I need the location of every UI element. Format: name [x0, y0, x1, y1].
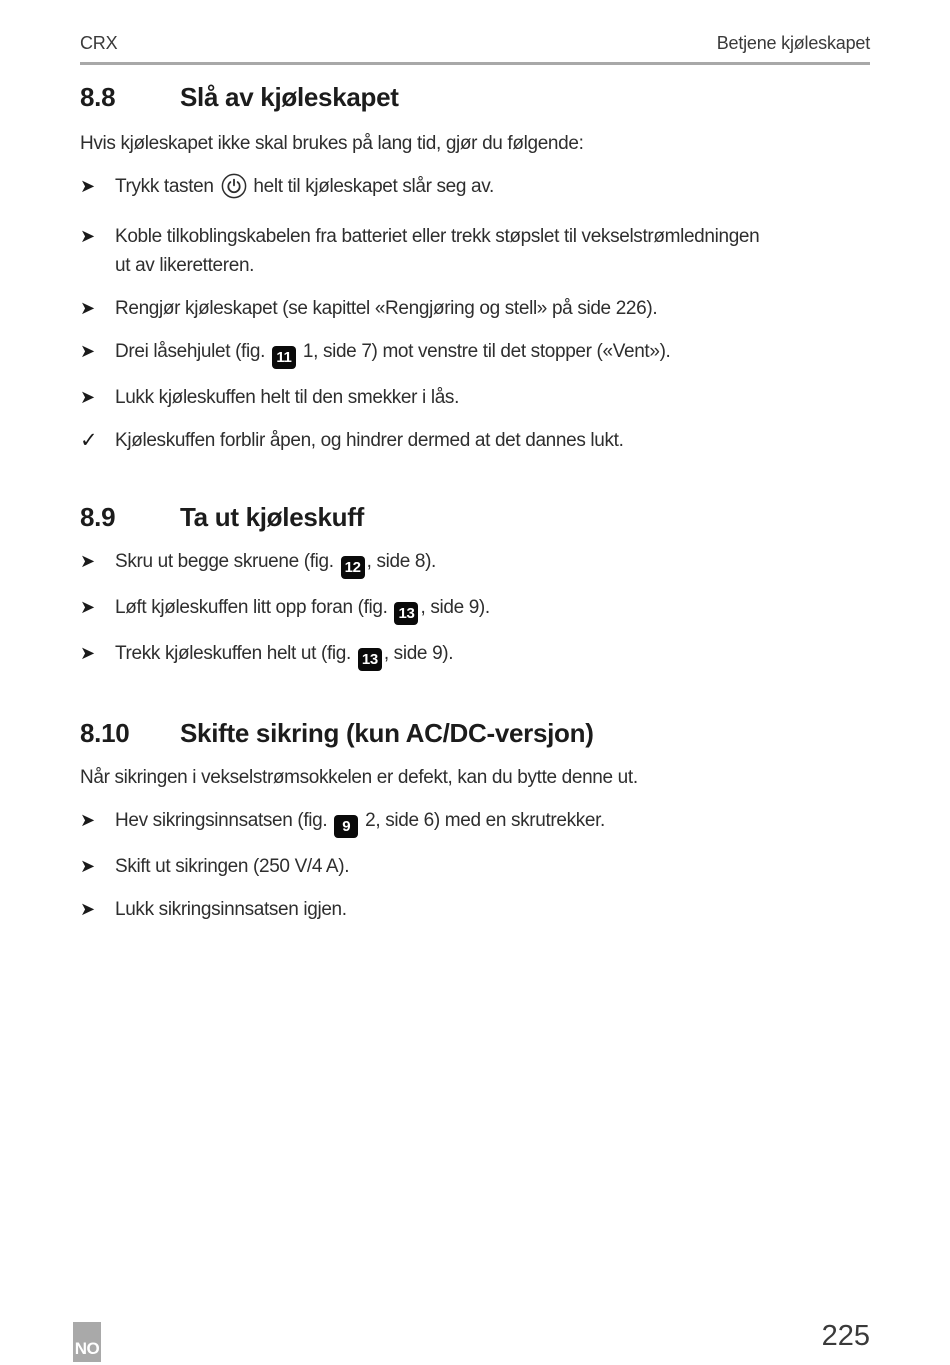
instruction-text — [115, 806, 870, 838]
text-segment: ut av likeretteren. — [115, 255, 255, 276]
arrow-bullet-icon: ➤ — [80, 387, 95, 407]
header-chapter: Betjene kjøleskapet — [716, 33, 870, 53]
result-text: Kjøleskuffen forblir åpen, og hindrer dermed at det dannes lukt. — [115, 430, 624, 451]
arrow-bullet-icon: ➤ — [80, 226, 95, 246]
section-title: Ta ut kjøleskuff — [180, 502, 364, 532]
section-heading-8-8 — [80, 81, 870, 113]
instruction-text — [115, 222, 870, 280]
text-segment: Trekk kjøleskuffen helt ut (fig. — [115, 643, 356, 664]
arrow-bullet-icon: ➤ — [80, 176, 95, 196]
arrow-bullet-icon: ➤ — [80, 551, 95, 571]
text-segment: helt til kjøleskapet slår seg av. — [248, 176, 494, 197]
text-segment: Løft kjøleskuffen litt opp foran (fig. — [115, 597, 393, 618]
instruction-item — [80, 172, 870, 208]
section-title: Skifte sikring (kun AC/DC-versjon) — [180, 718, 594, 748]
text-segment: , side 8). — [366, 551, 436, 572]
figure-number-badge: 11 — [272, 346, 296, 369]
text-segment: 1, side 7) mot venstre til det stopper («Vent»). — [297, 341, 671, 362]
arrow-bullet-icon: ➤ — [80, 298, 95, 318]
page-header — [80, 32, 870, 54]
figure-number-badge: 9 — [334, 815, 358, 838]
instruction-text — [115, 172, 870, 208]
instruction-text: Lukk sikringsinnsatsen igjen. — [115, 899, 347, 920]
text-segment: Drei låsehjulet (fig. — [115, 341, 270, 362]
instruction-text: Rengjør kjøleskapet (se kapittel «Rengjøring og stell» på side 226). — [115, 298, 658, 319]
instruction-list — [80, 172, 870, 455]
instruction-item — [80, 852, 870, 881]
instruction-text — [115, 337, 870, 369]
instruction-text — [115, 639, 870, 671]
instruction-item — [80, 593, 870, 625]
language-badge: NO — [73, 1322, 101, 1362]
instruction-item — [80, 337, 870, 369]
section-number: 8.8 — [80, 82, 116, 112]
text-segment: , side 9). — [383, 643, 454, 664]
section-heading-8-9 — [80, 501, 870, 533]
intro-paragraph: Hvis kjøleskapet ikke skal brukes på lang tid, gjør du følgende: — [80, 133, 584, 154]
instruction-text: Skift ut sikringen (250 V/4 A). — [115, 856, 350, 877]
text-segment: Hev sikringsinnsatsen (fig. — [115, 810, 333, 831]
instruction-text: Lukk kjøleskuffen helt til den smekker i lås. — [115, 387, 459, 408]
intro-paragraph: Når sikringen i vekselstrømsokkelen er defekt, kan du bytte denne ut. — [80, 767, 638, 788]
instruction-item — [80, 806, 870, 838]
arrow-bullet-icon: ➤ — [80, 810, 95, 830]
figure-number-badge: 12 — [341, 556, 365, 579]
text-segment: Koble tilkoblingskabelen fra batteriet eller trekk støpslet til vekselstrømledningen — [115, 226, 760, 247]
text-segment: 2, side 6) med en skrutrekker. — [360, 810, 605, 831]
power-icon — [221, 173, 247, 208]
instruction-item — [80, 383, 870, 412]
header-divider — [80, 62, 870, 65]
instruction-text — [115, 547, 870, 579]
section-title: Slå av kjøleskapet — [180, 82, 399, 112]
result-item — [80, 426, 870, 455]
arrow-bullet-icon: ➤ — [80, 597, 95, 617]
check-icon: ✓ — [80, 429, 98, 452]
figure-number-badge: 13 — [394, 602, 418, 625]
arrow-bullet-icon: ➤ — [80, 856, 95, 876]
instruction-item — [80, 547, 870, 579]
instruction-list — [80, 547, 870, 671]
section-number: 8.9 — [80, 502, 116, 532]
arrow-bullet-icon: ➤ — [80, 643, 95, 663]
instruction-item — [80, 639, 870, 671]
instruction-item — [80, 294, 870, 323]
instruction-text — [115, 593, 870, 625]
arrow-bullet-icon: ➤ — [80, 899, 95, 919]
instruction-list — [80, 806, 870, 924]
section-number: 8.10 — [80, 718, 130, 748]
text-segment: Trykk tasten — [115, 176, 219, 197]
instruction-item — [80, 895, 870, 924]
page-number: 225 — [821, 1320, 870, 1352]
header-product: CRX — [80, 33, 118, 53]
figure-number-badge: 13 — [358, 648, 382, 671]
text-segment: , side 9). — [420, 597, 490, 618]
arrow-bullet-icon: ➤ — [80, 341, 95, 361]
instruction-item — [80, 222, 870, 280]
text-segment: Skru ut begge skruene (fig. — [115, 551, 339, 572]
section-heading-8-10 — [80, 717, 870, 749]
